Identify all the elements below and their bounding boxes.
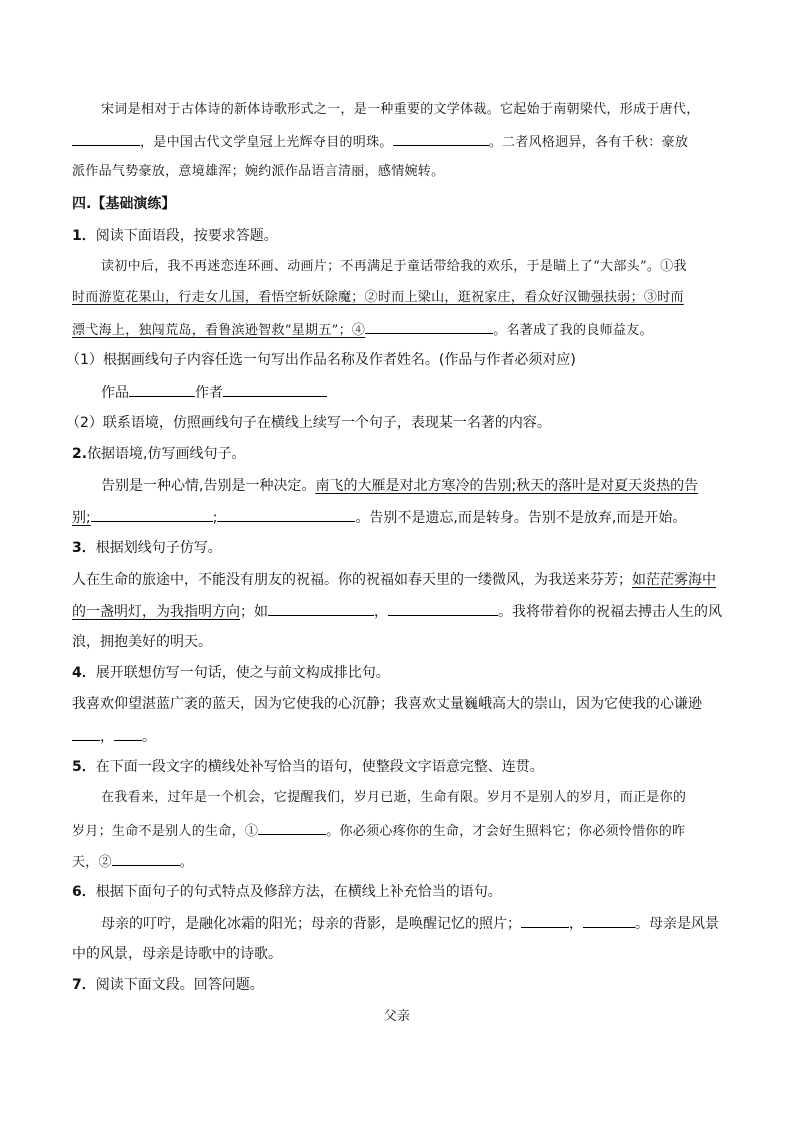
question-number: 3． bbox=[72, 540, 96, 556]
intro-text-3: 派作品气势豪放，意境雄浑；婉约派作品语言清丽，感情婉转。 bbox=[72, 164, 445, 179]
q1-passage-line-1 bbox=[101, 257, 687, 277]
q1-passage-text: 读初中后，我不再迷恋连环画、动画片；不再满足于童话带给我的欢乐，于是瞄上了“大部头”。①我 bbox=[101, 259, 687, 274]
q1-work-author-line bbox=[101, 382, 327, 403]
answer-blank[interactable] bbox=[112, 851, 180, 866]
q5-line-2 bbox=[72, 820, 685, 842]
answer-blank[interactable] bbox=[114, 726, 142, 741]
question-prompt: 依据语境,仿写画线句子。 bbox=[87, 446, 246, 462]
work-answer-blank[interactable] bbox=[129, 382, 195, 397]
q3-line-1 bbox=[72, 570, 716, 590]
q6-text: 母亲的叮咛，是融化冰霜的阳光；母亲的背影，是唤醒记忆的照片； bbox=[101, 916, 521, 932]
q5-text: 。 bbox=[179, 855, 194, 870]
q5-text: 在我看来，过年是一个机会，它提醒我们，岁月已逝，生命有限。岁月不是别人的岁月，而正是你的 bbox=[101, 790, 687, 805]
q3-text: 。我将带着你的祝福去搏击人生的风 bbox=[498, 604, 722, 620]
passage-title bbox=[0, 1007, 794, 1027]
intro-text-1: 宋词是相对于古体诗的新体诗歌形式之一，是一种重要的文学体裁。它起始于南朝梁代，形成于唐代， bbox=[101, 102, 700, 117]
question-number: 1． bbox=[72, 228, 96, 244]
question-number: 2. bbox=[72, 446, 88, 462]
q3-text: ， bbox=[374, 604, 388, 620]
q3-line-3 bbox=[72, 632, 212, 652]
question-2-header bbox=[72, 444, 246, 464]
sub-question-text: （1）根据画线句子内容任选一句写出作品名称及作者姓名。(作品与作者必须对应) bbox=[66, 352, 576, 368]
q2-line-1 bbox=[101, 476, 698, 496]
answer-blank[interactable] bbox=[521, 913, 569, 928]
answer-blank[interactable] bbox=[583, 913, 635, 928]
q2-text: ; bbox=[212, 510, 218, 526]
question-prompt: 根据下面句子的句式特点及修辞方法，在横线上补充恰当的语句。 bbox=[95, 884, 502, 900]
question-5-header bbox=[72, 757, 544, 777]
intro-line-1 bbox=[101, 100, 700, 120]
answer-blank[interactable] bbox=[72, 131, 140, 146]
question-prompt: 在下面一段文字的横线处补写恰当的语句，使整段文字语意完整、连贯。 bbox=[95, 759, 544, 775]
q6-text: 。母亲是风景 bbox=[635, 916, 719, 932]
q1-passage-text: 时而游览花果山，行走女儿国，看悟空斩妖除魔；②时而上梁山，逛祝家庄，看众好汉锄强扶弱；③时而 bbox=[72, 290, 684, 305]
question-number: 7． bbox=[72, 977, 96, 993]
question-number: 5． bbox=[72, 759, 96, 775]
question-3-header bbox=[72, 538, 222, 558]
q6-text: ， bbox=[569, 916, 583, 932]
q5-text: 岁月；生命不是别人的生命，① bbox=[72, 824, 259, 839]
answer-blank[interactable] bbox=[388, 601, 498, 616]
q3-text: ；如 bbox=[240, 604, 268, 620]
q5-text: 天，② bbox=[72, 855, 112, 870]
answer-blank[interactable] bbox=[258, 820, 326, 835]
q2-line-2 bbox=[72, 507, 686, 528]
question-4-header bbox=[72, 663, 390, 683]
passage-title-text: 父亲 bbox=[383, 1009, 411, 1024]
section-heading bbox=[72, 194, 175, 214]
question-prompt: 展开联想仿写一句话，使之与前文构成排比句。 bbox=[95, 665, 390, 681]
q4-text: ， bbox=[100, 729, 114, 745]
answer-blank[interactable] bbox=[393, 131, 489, 146]
q6-text: 中的风景，母亲是诗歌中的诗歌。 bbox=[72, 946, 282, 962]
question-prompt: 根据划线句子仿写。 bbox=[95, 540, 222, 556]
q2-underlined-text: 南飞的大雁是对北方寒冷的告别;秋天的落叶是对夏天炎热的告 bbox=[315, 478, 699, 494]
work-label: 作品 bbox=[101, 385, 129, 401]
intro-line-2 bbox=[72, 131, 688, 153]
intro-line-3 bbox=[72, 162, 444, 182]
question-prompt: 阅读下面文段。回答问题。 bbox=[95, 977, 264, 993]
q3-line-2 bbox=[72, 601, 722, 622]
q6-line-1 bbox=[101, 913, 719, 934]
q4-line-1 bbox=[72, 694, 702, 714]
q3-underlined-text: 如茫茫雾海中 bbox=[632, 572, 716, 588]
q3-underlined-text: 的一盏明灯，为我指明方向 bbox=[72, 604, 240, 620]
q1-passage-text: 。名著成了我的良师益友。 bbox=[493, 323, 653, 338]
q1-passage-line-3 bbox=[72, 319, 653, 341]
q1-sub-2 bbox=[66, 413, 551, 433]
intro-text-2b: 。二者风格迥异，各有千秋：豪放 bbox=[488, 135, 689, 150]
q2-underlined-text: 别; bbox=[72, 510, 91, 526]
question-prompt: 阅读下面语段，按要求答题。 bbox=[95, 228, 278, 244]
q3-text: 浪，拥抱美好的明天。 bbox=[72, 634, 212, 650]
q4-text: 。 bbox=[142, 729, 156, 745]
sub-question-text: （2）联系语境，仿照画线句子在横线上续写一个句子，表现某一名著的内容。 bbox=[66, 415, 551, 431]
q5-text: 。你必须心疼你的生命，才会好生照料它；你必须怜惜你的昨 bbox=[326, 824, 686, 839]
q5-line-1 bbox=[101, 788, 686, 808]
author-answer-blank[interactable] bbox=[223, 382, 327, 397]
question-number: 4． bbox=[72, 665, 96, 681]
intro-text-2a: ，是中国古代文学皇冠上光辉夺目的明珠。 bbox=[140, 135, 393, 150]
question-7-header bbox=[72, 975, 264, 995]
answer-blank[interactable] bbox=[268, 601, 374, 616]
answer-blank[interactable] bbox=[365, 319, 493, 334]
answer-blank[interactable] bbox=[217, 507, 355, 522]
answer-blank[interactable] bbox=[72, 726, 100, 741]
q1-sub-1 bbox=[66, 350, 576, 370]
q4-line-2 bbox=[72, 726, 156, 747]
q4-text: 我喜欢仰望湛蓝广袤的蓝天，因为它使我的心沉静；我喜欢丈量巍峨高大的崇山，因为它使我的心谦逊 bbox=[72, 696, 702, 712]
question-number: 6． bbox=[72, 884, 96, 900]
q1-passage-text: 漂弋海上，独闯荒岛，看鲁滨逊智救“星期五”；④ bbox=[72, 323, 366, 338]
answer-blank[interactable] bbox=[91, 507, 213, 522]
q2-text: 。告别不是遗忘,而是转身。告别不是放弃,而是开始。 bbox=[355, 510, 687, 526]
q1-passage-line-2 bbox=[72, 288, 684, 308]
q2-text: 告别是一种心情,告别是一种决定。 bbox=[101, 478, 316, 494]
question-1-header bbox=[72, 226, 278, 246]
section-title: 四.【基础演练】 bbox=[72, 196, 176, 212]
q3-text: 人在生命的旅途中，不能没有朋友的祝福。你的祝福如春天里的一缕微风，为我送来芬芳； bbox=[72, 572, 632, 588]
q5-line-3 bbox=[72, 851, 193, 873]
question-6-header bbox=[72, 882, 502, 902]
author-label: 作者 bbox=[195, 385, 223, 401]
q6-line-2 bbox=[72, 944, 282, 964]
